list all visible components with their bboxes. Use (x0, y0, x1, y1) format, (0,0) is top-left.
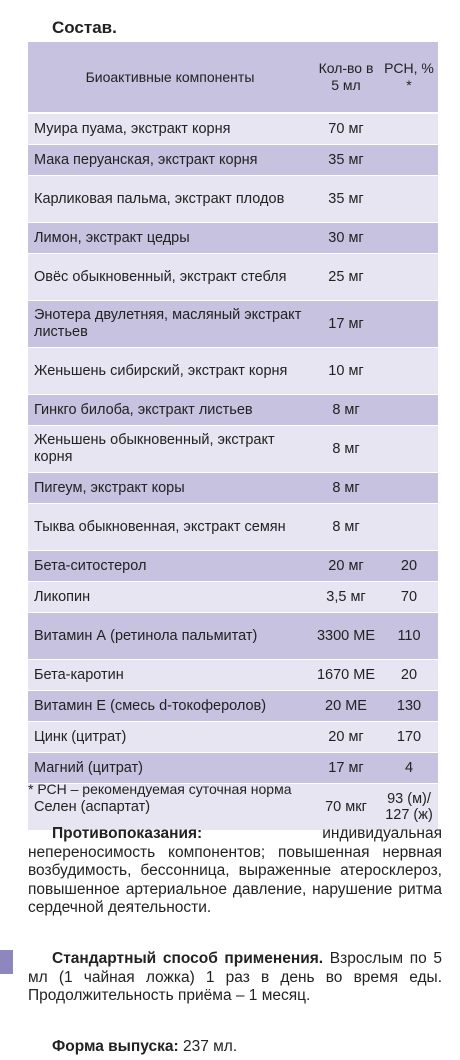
header-amount: Кол-во в 5 мл (312, 42, 380, 113)
row-rsn (380, 472, 438, 503)
row-amount: 20 мг (312, 721, 380, 752)
table-row (28, 550, 438, 581)
row-amount: 1670 МЕ (312, 659, 380, 690)
row-rsn: 130 (380, 690, 438, 721)
form-paragraph (28, 1038, 442, 1057)
composition-table (28, 42, 438, 830)
row-rsn (380, 113, 438, 144)
row-name: Женьшень сибирский, экстракт корня (28, 347, 312, 394)
row-amount: 17 мг (312, 300, 380, 347)
table-row (28, 612, 438, 659)
row-name: Пигеум, экстракт коры (28, 472, 312, 503)
row-name: Бета-ситостерол (28, 550, 312, 581)
row-name: Витамин А (ретинола пальмитат) (28, 612, 312, 659)
table-row (28, 347, 438, 394)
table-row (28, 394, 438, 425)
row-rsn: 93 (м)/ 127 (ж) (380, 783, 438, 830)
row-name: Лимон, экстракт цедры (28, 222, 312, 253)
table-row (28, 113, 438, 144)
row-name: Карликовая пальма, экстракт плодов (28, 175, 312, 222)
row-amount: 8 мг (312, 503, 380, 550)
row-amount: 8 мг (312, 425, 380, 472)
footnote: * РСН – рекомендуемая суточная норма (28, 781, 292, 797)
contraindications-text: индивидуальная непереносимость компонентов; повышенная нервная возбудимость, бессонница, выраженные атеросклероз, повышенное артериальное давление, нарушение ритма сердечной деятельности. (28, 825, 442, 916)
table-row (28, 300, 438, 347)
side-marker (0, 950, 13, 974)
header-rsn: РСН, % * (380, 42, 438, 113)
row-amount: 35 мг (312, 144, 380, 175)
table-row (28, 144, 438, 175)
row-amount: 20 мг (312, 550, 380, 581)
row-rsn (380, 144, 438, 175)
table-row (28, 721, 438, 752)
table-row (28, 425, 438, 472)
row-rsn (380, 347, 438, 394)
row-rsn: 70 (380, 581, 438, 612)
row-name: Селен (аспартат) (28, 783, 312, 830)
row-amount: 20 МЕ (312, 690, 380, 721)
row-name: Цинк (цитрат) (28, 721, 312, 752)
row-rsn: 170 (380, 721, 438, 752)
table-row (28, 253, 438, 300)
row-rsn (380, 175, 438, 222)
table-header-row (28, 42, 438, 113)
row-rsn (380, 503, 438, 550)
row-rsn: 20 (380, 659, 438, 690)
row-name: Ликопин (28, 581, 312, 612)
table-row (28, 690, 438, 721)
row-name: Витамин Е (смесь d-токоферолов) (28, 690, 312, 721)
row-amount: 70 мг (312, 113, 380, 144)
row-name: Женьшень обыкновенный, экстракт корня (28, 425, 312, 472)
row-amount: 8 мг (312, 472, 380, 503)
row-amount: 30 мг (312, 222, 380, 253)
table-row (28, 472, 438, 503)
usage-label: Стандартный способ применения. (52, 950, 324, 967)
row-amount: 8 мг (312, 394, 380, 425)
contraindications-label: Противопоказания: (52, 825, 203, 842)
usage-paragraph (28, 950, 442, 1006)
row-amount: 3,5 мг (312, 581, 380, 612)
form-text: 237 мл. (178, 1038, 238, 1055)
row-rsn: 20 (380, 550, 438, 581)
table-row (28, 175, 438, 222)
row-rsn (380, 253, 438, 300)
row-name: Мака перуанская, экстракт корня (28, 144, 312, 175)
row-name: Магний (цитрат) (28, 752, 312, 783)
table-row (28, 503, 438, 550)
row-name: Энотера двулетняя, масляный экстракт листьев (28, 300, 312, 347)
form-label: Форма выпуска: (52, 1038, 179, 1055)
row-name: Муира пуама, экстракт корня (28, 113, 312, 144)
row-rsn (380, 425, 438, 472)
header-component: Биоактивные компоненты (28, 42, 312, 113)
row-rsn (380, 394, 438, 425)
table-row (28, 659, 438, 690)
row-name: Овёс обыкновенный, экстракт стебля (28, 253, 312, 300)
row-name: Тыква обыкновенная, экстракт семян (28, 503, 312, 550)
table-row (28, 222, 438, 253)
row-name: Бета-каротин (28, 659, 312, 690)
row-amount: 10 мг (312, 347, 380, 394)
section-heading: Состав. (52, 18, 117, 37)
table-row (28, 581, 438, 612)
row-amount: 70 мкг (312, 783, 380, 830)
row-amount: 17 мг (312, 752, 380, 783)
usage-text: Взрослым по 5 мл (1 чайная ложка) 1 раз в день во время еды. Продолжительность приёма – 1 месяц. (28, 950, 442, 1004)
row-name: Гинкго билоба, экстракт листьев (28, 394, 312, 425)
row-amount: 3300 МЕ (312, 612, 380, 659)
row-rsn (380, 300, 438, 347)
contraindications-paragraph (28, 825, 442, 918)
row-rsn (380, 222, 438, 253)
row-amount: 35 мг (312, 175, 380, 222)
row-amount: 25 мг (312, 253, 380, 300)
row-rsn: 4 (380, 752, 438, 783)
table-row (28, 752, 438, 783)
row-rsn: 110 (380, 612, 438, 659)
